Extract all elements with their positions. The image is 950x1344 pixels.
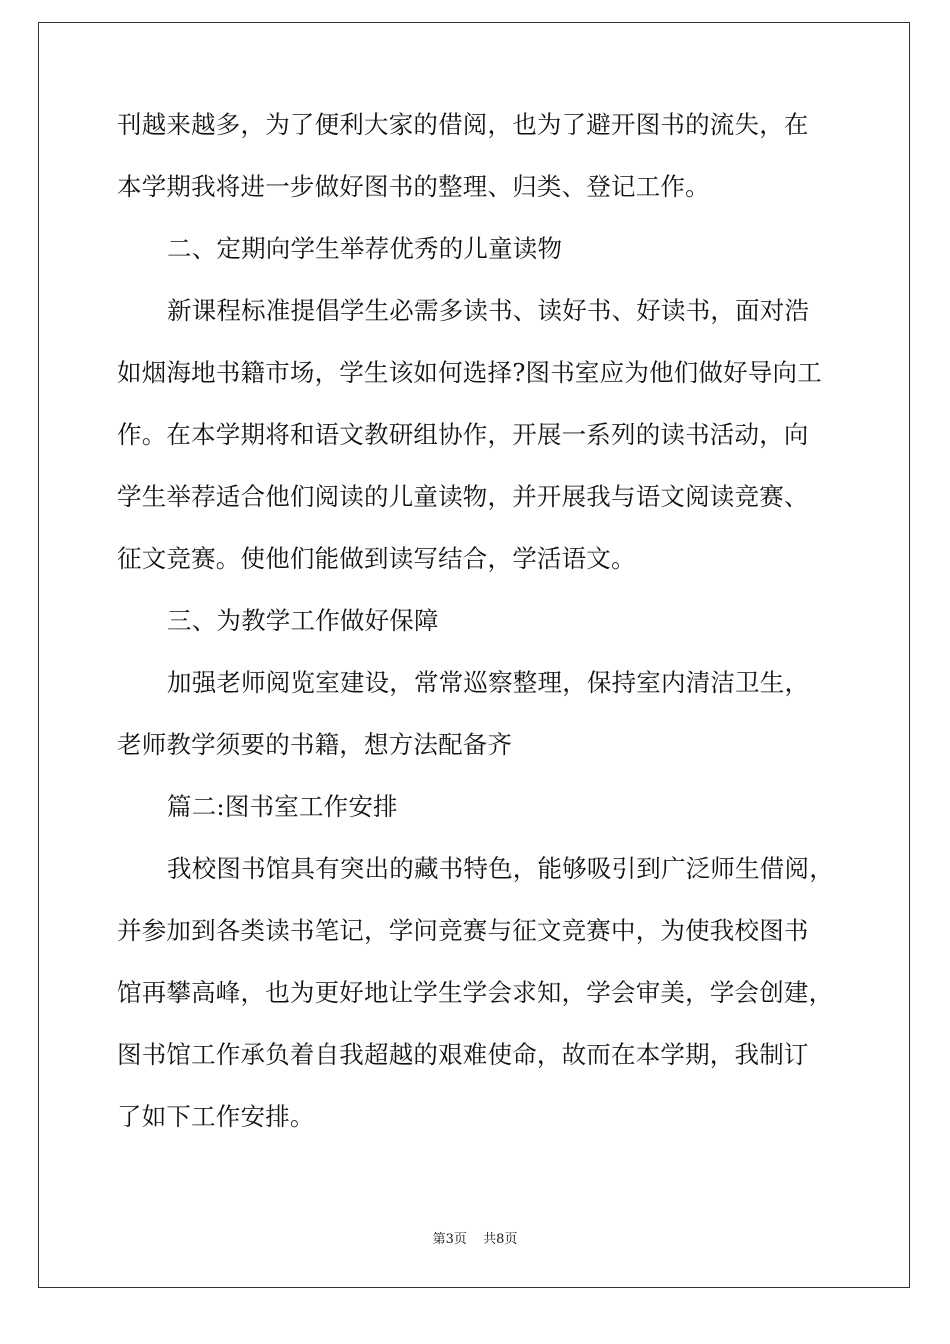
text-line: 老师教学须要的书籍，想方法配备齐 xyxy=(117,730,513,759)
section-heading: 三、为教学工作做好保障 xyxy=(167,606,439,635)
text-line: 加强老师阅览室建设，常常巡察整理，保持室内清洁卫生， xyxy=(167,668,810,697)
text-line: 如烟海地书籍市场，学生该如何选择?图书室应为他们做好导向工 xyxy=(117,358,822,387)
text-line: 了如下工作安排。 xyxy=(117,1102,315,1131)
section-heading: 二、定期向学生举荐优秀的儿童读物 xyxy=(167,234,563,263)
text-line: 新课程标准提倡学生必需多读书、读好书、好读书，面对浩 xyxy=(167,296,810,325)
text-line: 我校图书馆具有突出的藏书特色，能够吸引到广泛师生借阅， xyxy=(167,854,834,883)
text-line: 并参加到各类读书笔记，学问竞赛与征文竞赛中，为使我校图书 xyxy=(117,916,809,945)
text-line: 图书馆工作承负着自我超越的艰难使命，故而在本学期，我制订 xyxy=(117,1040,809,1069)
page-total: 共8页 xyxy=(483,1232,518,1247)
text-line: 馆再攀高峰，也为更好地让学生学会求知，学会审美，学会创建， xyxy=(117,978,834,1007)
text-line: 征文竞赛。使他们能做到读写结合，学活语文。 xyxy=(117,544,636,573)
text-line: 学生举荐适合他们阅读的儿童读物，并开展我与语文阅读竞赛、 xyxy=(117,482,809,511)
text-line: 作。在本学期将和语文教研组协作，开展一系列的读书活动，向 xyxy=(117,420,809,449)
page-number: 第3页 xyxy=(432,1232,467,1247)
article-title: 篇二:图书室工作安排 xyxy=(167,792,398,821)
page-footer xyxy=(0,1232,950,1248)
text-line: 刊越来越多，为了便利大家的借阅，也为了避开图书的流失，在 xyxy=(117,110,809,139)
text-line: 本学期我将进一步做好图书的整理、归类、登记工作。 xyxy=(117,172,710,201)
page-border xyxy=(38,22,910,1288)
